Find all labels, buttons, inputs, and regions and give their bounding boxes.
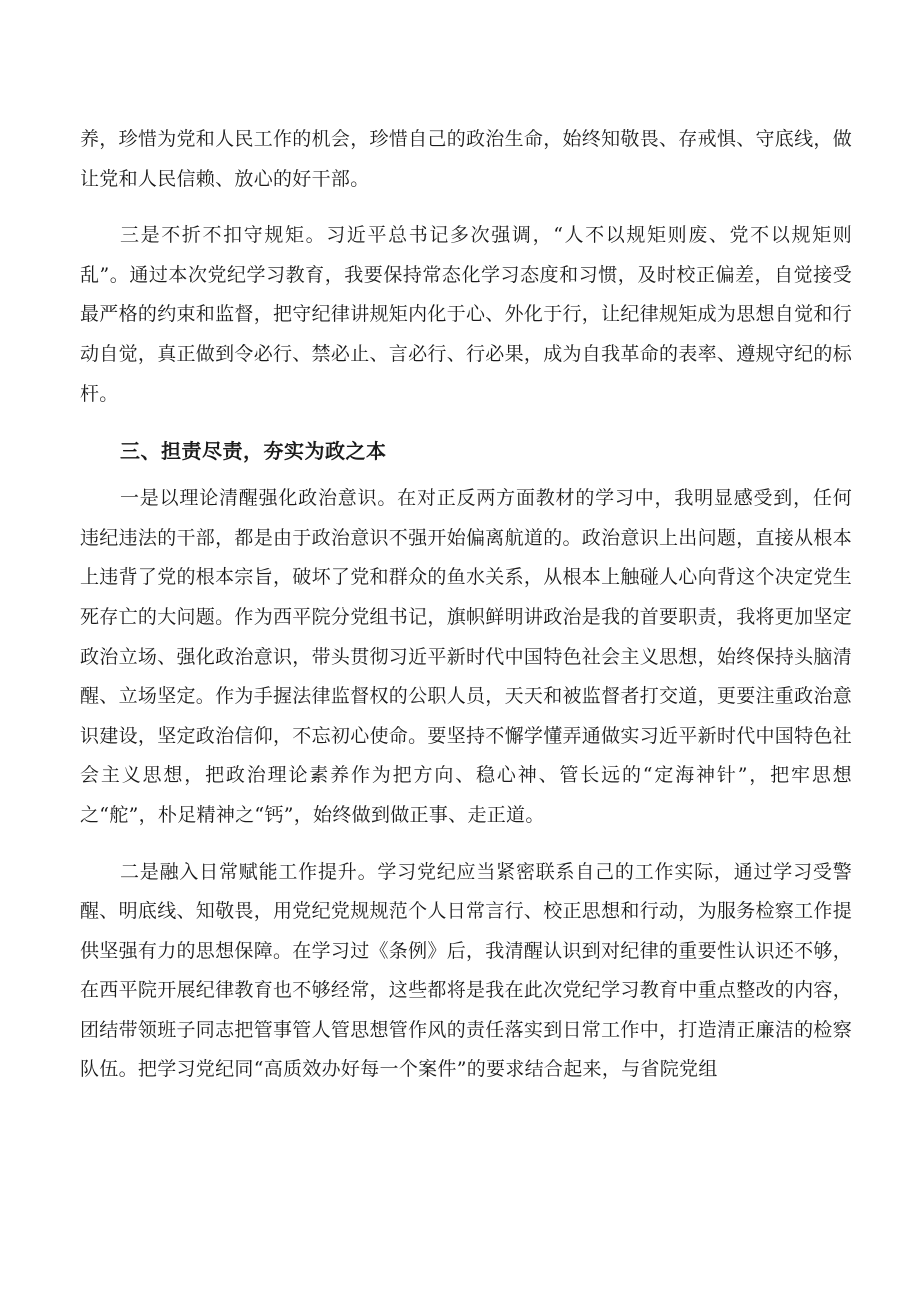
paragraph-gap [80,414,852,431]
paragraph-gap [80,836,852,853]
paragraph-daily-work: 二是融入日常赋能工作提升。学习党纪应当紧密联系自己的工作实际，通过学习受警醒、明底线、知敬畏，用党纪党规规范个人日常言行、校正思想和行动，为服务检察工作提供坚强有力的思想保障。在学习过《条例》后，我清醒认识到对纪律的重要性认识还不够，在西平院开展纪律教育也不够经常，这些都将是我在此次党纪学习教育中重点整改的内容，团结带领班子同志把管事管人管思想管作风的责任落实到日常工作中，打造清正廉洁的检察队伍。把学习党纪同“高质效办好每一个案件”的要求结合起来，与省院党组 [80,860,853,1081]
document-page [80,120,852,1090]
paragraph-political-awareness: 一是以理论清醒强化政治意识。在对正反两方面教材的学习中，我明显感受到，任何违纪违法的干部，都是由于政治意识不强开始偏离航道的。政治意识上出问题，直接从根本上违背了党的根本宗旨，破坏了党和群众的鱼水关系，从根本上触碰人心向背这个决定党生死存亡的大问题。作为西平院分党组书记，旗帜鲜明讲政治是我的首要职责，我将更加坚定政治立场、强化政治意识，带头贯彻习近平新时代中国特色社会主义思想，始终保持头脑清醒、立场坚定。作为手握法律监督权的公职人员，天天和被监督者打交道，更要注重政治意识建设，坚定政治信仰，不忘初心使命。要坚持不懈学懂弄通做实习近平新时代中国特色社会主义思想，把政治理论素养作为把方向、稳心神、管长远的“定海神针”，把牢思想之“舵”，朴足精神之“钙”，始终做到做正事、走正道。 [80,487,853,826]
paragraph-continuation: 养，珍惜为党和人民工作的机会，珍惜自己的政治生命，始终知敬畏、存戒惧、守底线，做让党和人民信赖、放心的好干部。 [80,128,853,190]
section-heading-three: 三、担责尽责，夯实为政之本 [120,439,387,464]
paragraph-gap [80,199,852,216]
paragraph-keep-rules: 三是不折不扣守规矩。习近平总书记多次强调，“人不以规矩则废、党不以规矩则乱”。通过本次党纪学习教育，我要保持常态化学习态度和习惯，及时校正偏差，自觉接受最严格的约束和监督，把守纪律讲规矩内化于心、外化于行，让纪律规矩成为思想自觉和行动自觉，真正做到令必行、禁必止、言必行、行必果，成为自我革命的表率、遵规守纪的标杆。 [80,224,853,405]
